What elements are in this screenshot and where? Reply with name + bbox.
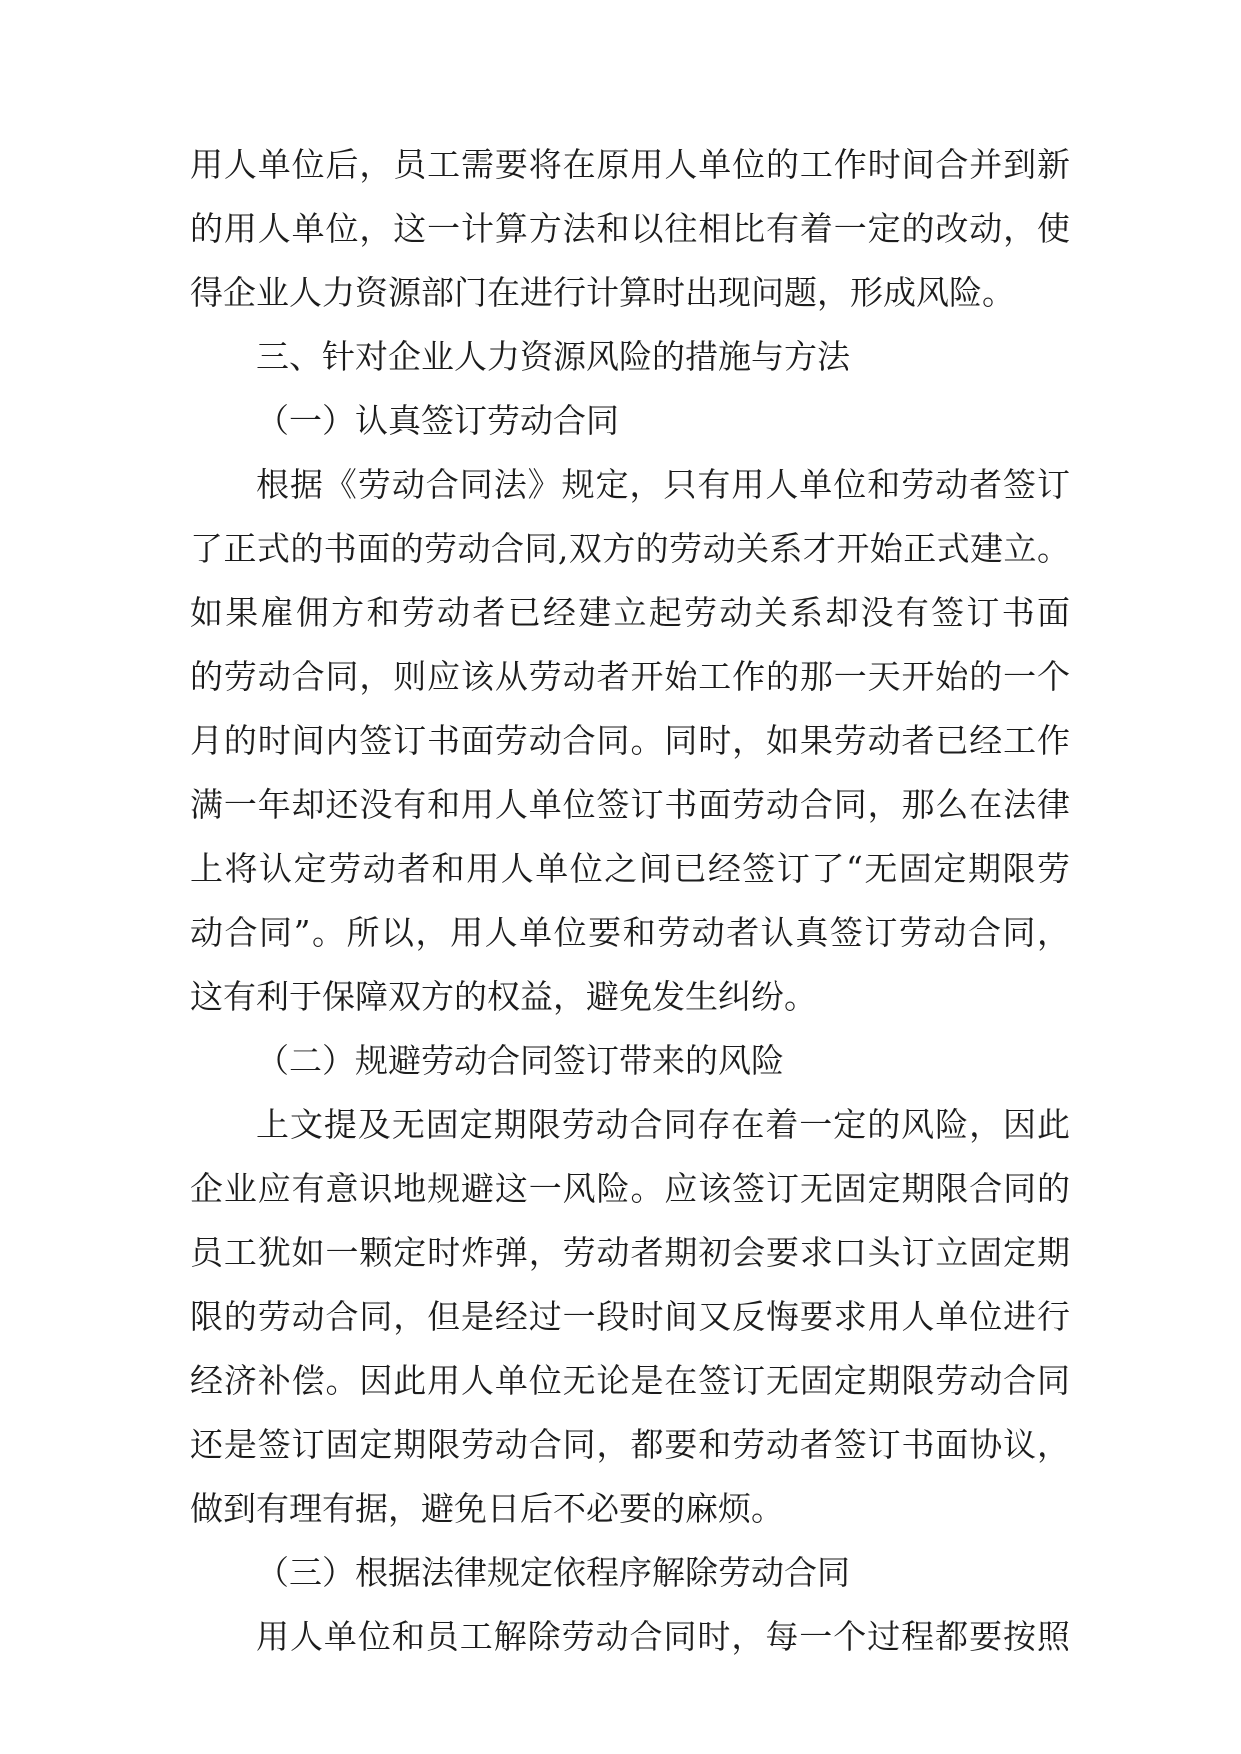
text-line: 满一年却还没有和用人单位签订书面劳动合同，那么在法律 xyxy=(190,785,1070,824)
text-line: 用人单位后，员工需要将在原用人单位的工作时间合并到新 xyxy=(190,145,1070,184)
text-line: 经济补偿。因此用人单位无论是在签订无固定期限劳动合同 xyxy=(190,1361,1070,1400)
subsection-heading: （一）认真签订劳动合同 xyxy=(256,401,619,440)
text-line: 了正式的书面的劳动合同,双方的劳动关系才开始正式建立。 xyxy=(190,529,1070,568)
section-heading: 三、针对企业人力资源风险的措施与方法 xyxy=(256,337,850,376)
text-line: 做到有理有据，避免日后不必要的麻烦。 xyxy=(190,1489,784,1528)
text-line: 上将认定劳动者和用人单位之间已经签订了“无固定期限劳 xyxy=(190,849,1070,888)
text-line: 根据《劳动合同法》规定，只有用人单位和劳动者签订 xyxy=(256,465,1070,504)
text-line: 如果雇佣方和劳动者已经建立起劳动关系却没有签订书面 xyxy=(190,593,1070,632)
text-line: 月的时间内签订书面劳动合同。同时，如果劳动者已经工作 xyxy=(190,721,1070,760)
text-line: 的用人单位，这一计算方法和以往相比有着一定的改动，使 xyxy=(190,209,1070,248)
text-line: 得企业人力资源部门在进行计算时出现问题，形成风险。 xyxy=(190,273,1015,312)
subsection-heading: （三）根据法律规定依程序解除劳动合同 xyxy=(256,1553,850,1592)
text-line: 还是签订固定期限劳动合同，都要和劳动者签订书面协议， xyxy=(190,1425,1070,1464)
text-line: 员工犹如一颗定时炸弹，劳动者期初会要求口头订立固定期 xyxy=(190,1233,1070,1272)
text-line: 限的劳动合同，但是经过一段时间又反悔要求用人单位进行 xyxy=(190,1297,1070,1336)
text-line: 的劳动合同，则应该从劳动者开始工作的那一天开始的一个 xyxy=(190,657,1070,696)
text-line: 上文提及无固定期限劳动合同存在着一定的风险，因此 xyxy=(256,1105,1070,1144)
text-line: 这有利于保障双方的权益，避免发生纠纷。 xyxy=(190,977,817,1016)
text-line: 动合同”。所以，用人单位要和劳动者认真签订劳动合同， xyxy=(190,913,1070,952)
subsection-heading: （二）规避劳动合同签订带来的风险 xyxy=(256,1041,784,1080)
text-line: 用人单位和员工解除劳动合同时，每一个过程都要按照 xyxy=(256,1617,1070,1656)
text-line: 企业应有意识地规避这一风险。应该签订无固定期限合同的 xyxy=(190,1169,1070,1208)
